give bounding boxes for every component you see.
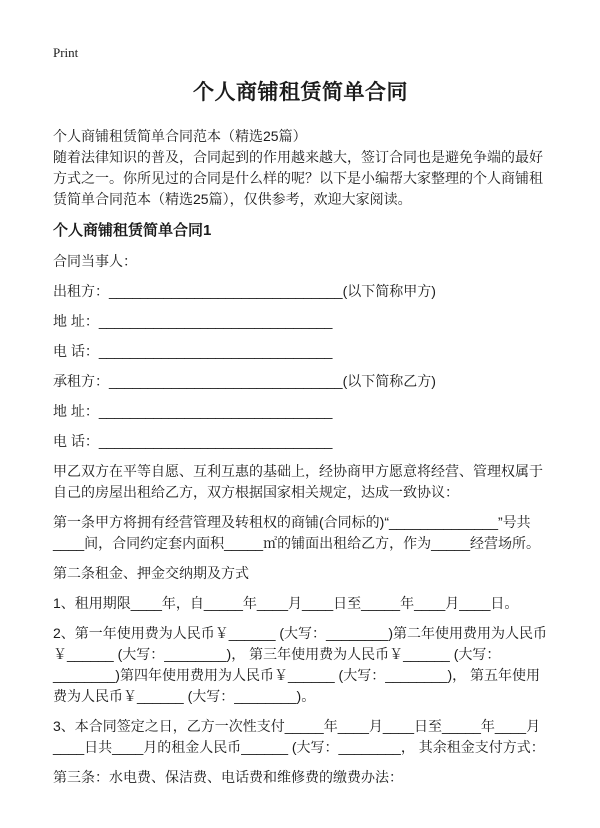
lessor-row: 出租方：______________________________(以下简称甲方) (53, 283, 436, 299)
article2-item1: 1、租用期限____年，自_____年____月____日至_____年____月____日。 (53, 595, 519, 611)
article1-paragraph: 第一条甲方将拥有经营管理及转租权的商铺(合同标的)“______________”号共____间，合同约定套内面积_____㎡的铺面出租给乙方，作为_____经营场所。 (53, 514, 541, 551)
parties-label: 合同当事人： (53, 253, 137, 269)
print-link[interactable]: Print (53, 45, 79, 60)
lessor-phone-row: 电 话：______________________________ (53, 343, 333, 359)
agreement-basis-paragraph: 甲乙双方在平等自愿、互利互惠的基础上，经协商甲方愿意将经营、管理权属于自己的房屋出租给乙方，双方根据国家相关规定，达成一致协议： (53, 463, 543, 500)
lessor-address-row: 地 址：______________________________ (53, 313, 333, 329)
lessee-row: 承租方：______________________________(以下简称乙方) (53, 373, 436, 389)
article2-item3: 3、本合同签定之日，乙方一次性支付_____年____月____日至_____年____月____日共____月的租金人民币______ (大写：________， 其余租金支付方式： (53, 718, 545, 755)
intro-paragraph: 随着法律知识的普及，合同起到的作用越来越大，签订合同也是避免争端的最好方式之一。你所见过的合同是什么样的呢？以下是小编帮大家整理的个人商铺租赁简单合同范本（精选25篇），仅供参考，欢迎大家阅读。 (53, 149, 543, 207)
section1-heading: 个人商铺租赁简单合同1 (53, 222, 212, 239)
article2-heading: 第二条租金、押金交纳期及方式 (53, 565, 249, 581)
lessee-address-row: 地 址：______________________________ (53, 403, 333, 419)
article2-item2: 2、第一年使用费为人民币￥______ (大写：________)第二年使用费用为人民币￥______ (大写：________)， 第三年使用费为人民币￥______ (大写：________)第四年使用费用为人民币￥______ (大写：________)， 第五年使用费为人民币￥______ (大写：________)。 (53, 625, 548, 704)
article3-heading: 第三条：水电费、保洁费、电话费和维修费的缴费办法： (53, 769, 403, 785)
document-subtitle: 个人商铺租赁简单合同范本（精选25篇） (53, 128, 307, 144)
page-title: 个人商铺租赁简单合同 (193, 81, 408, 104)
lessee-phone-row: 电 话：______________________________ (53, 433, 333, 449)
